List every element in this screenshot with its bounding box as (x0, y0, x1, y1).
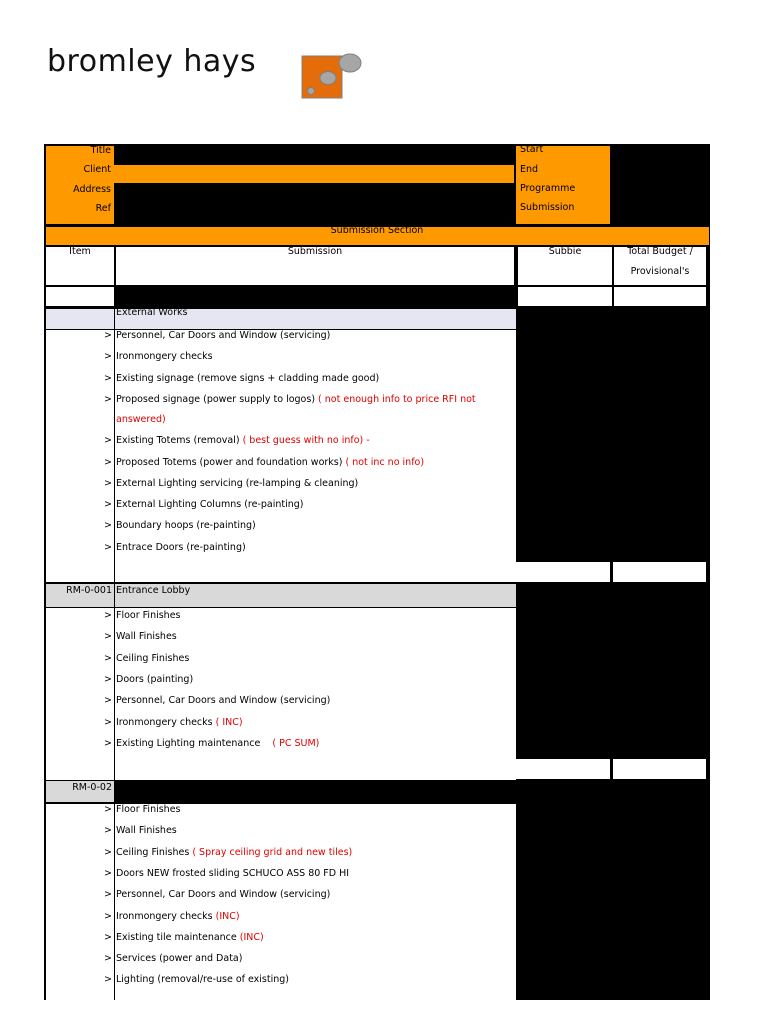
line-item (116, 847, 352, 859)
line-item-note: ( not enough info to price RFI not (315, 393, 476, 405)
line-item-text: Ceiling Finishes (116, 652, 190, 664)
line-item (116, 610, 181, 622)
line-item-text: Existing signage (remove signs + cladding made good) (116, 372, 380, 384)
label-end: End (520, 164, 539, 175)
line-item-text: Boundary hoops (re-painting) (116, 520, 256, 532)
row-bullet: > (104, 351, 112, 363)
line-item-text: Entrace Doors (re-painting) (116, 541, 246, 553)
col-item-header: Item (69, 246, 91, 257)
line-item (116, 542, 246, 554)
line-item-note: ( not inc no info) (342, 456, 425, 468)
line-item-text: Services (power and Data) (116, 953, 243, 965)
line-item (116, 674, 193, 686)
line-item (116, 953, 242, 965)
client-field (114, 165, 514, 183)
row-bullet: > (104, 931, 112, 943)
row-bullet: > (104, 889, 112, 901)
line-item (116, 911, 240, 923)
line-item-text: Floor Finishes (116, 610, 181, 621)
group1-right-block (516, 308, 710, 584)
row-bullet: > (104, 846, 112, 858)
line-item (116, 330, 330, 342)
left-edge-rule (44, 144, 46, 1000)
row-bullet: > (104, 910, 112, 922)
line-item (116, 889, 330, 901)
line-item-note: (INC) (236, 931, 264, 943)
row-bullet: > (104, 652, 112, 664)
col-submission-header: Submission (287, 246, 343, 257)
group1-budget-total (613, 562, 706, 582)
row-bullet: > (104, 499, 112, 511)
group2-title: Entrance Lobby (116, 585, 191, 596)
line-item-text: Existing Lighting maintenance (116, 737, 261, 749)
line-item-text: Personnel, Car Doors and Window (servicing) (116, 889, 331, 901)
row-bullet: > (104, 716, 112, 728)
row-bullet: > (104, 804, 112, 815)
line-item-text: Lighting (removal/re-use of existing) (116, 974, 290, 986)
header-block (44, 144, 710, 226)
line-item-text: Ironmongery checks (116, 910, 213, 922)
line-item-text: Proposed signage (power supply to logos) (116, 393, 316, 405)
label-title: Title (90, 145, 111, 156)
line-item (116, 868, 349, 880)
row-bullet: > (104, 610, 112, 621)
line-item (116, 738, 319, 750)
line-item (116, 631, 177, 643)
group3-right-block (516, 804, 710, 1000)
group1-title: External Works (116, 307, 188, 318)
line-item-text: Ceiling Finishes (116, 846, 190, 858)
line-item (116, 457, 424, 469)
row-bullet: > (104, 953, 112, 965)
row-bullet: > (104, 974, 112, 986)
label-start: Start (520, 144, 544, 155)
line-item (116, 520, 256, 532)
section-title: Submission Section (330, 225, 424, 236)
line-item-note: (INC) (212, 910, 240, 922)
group2-subbie-total (516, 759, 610, 779)
group2-budget-total (613, 759, 706, 779)
col-budget-header: Total Budget / (627, 246, 693, 257)
group2-item: RM-0-001 (66, 585, 112, 596)
row-bullet: > (104, 456, 112, 468)
line-item (116, 695, 330, 707)
row-bullet: > (104, 673, 112, 685)
line-item (116, 974, 289, 986)
row-bullet: > (104, 867, 112, 879)
line-item-note: ( INC) (212, 716, 243, 728)
group1-divider (114, 308, 115, 584)
spacer-budget-cell (614, 287, 706, 306)
line-item-text: Existing tile maintenance (116, 931, 237, 943)
line-item (116, 394, 476, 406)
group3-header-row (44, 780, 710, 804)
brand-logo-text: bromley hays (47, 44, 257, 79)
group2-right-block (516, 584, 710, 780)
line-item (116, 932, 264, 944)
line-item (116, 435, 370, 447)
brand-logo-icon (300, 52, 364, 100)
line-item-note: ( best guess with no info) - (239, 435, 370, 447)
line-item-text: Personnel, Car Doors and Window (servicing) (116, 330, 331, 341)
group3-divider (114, 804, 115, 1000)
spacer-subbie-cell (518, 287, 612, 306)
line-item-text: Wall Finishes (116, 631, 177, 643)
group1-subbie-total (516, 562, 610, 582)
group3-item: RM-0-02 (72, 782, 112, 793)
row-bullet: > (104, 631, 112, 643)
line-item-text: Doors NEW frosted sliding SCHUCO ASS 80 FD HI (116, 867, 350, 879)
line-item (116, 478, 358, 490)
line-item-text: Personnel, Car Doors and Window (servicing) (116, 695, 331, 707)
col-subbie-header: Subbie (548, 246, 582, 257)
row-bullet: > (104, 477, 112, 489)
row-bullet: > (104, 435, 112, 447)
line-item (116, 717, 243, 729)
row-bullet: > (104, 393, 112, 405)
label-submission: Submission (520, 202, 575, 213)
line-item-note-continued: answered) (116, 413, 166, 425)
label-ref: Ref (95, 203, 111, 214)
row-bullet: > (104, 695, 112, 707)
line-item-text: Ironmongery checks (116, 351, 213, 363)
line-item-text: External Lighting servicing (re-lamping & cleaning) (116, 477, 359, 489)
line-item (116, 499, 304, 511)
line-item-text: Doors (painting) (116, 673, 194, 685)
group2-divider (114, 584, 115, 780)
line-item-note: ( Spray ceiling grid and new tiles) (189, 846, 353, 858)
spacer-item-cell (46, 287, 114, 306)
line-item-text: Proposed Totems (power and foundation works) (116, 456, 343, 468)
line-item-text: External Lighting Columns (re-painting) (116, 499, 304, 511)
label-programme: Programme (520, 183, 576, 194)
row-bullet: > (104, 541, 112, 553)
line-item-text: Floor Finishes (116, 804, 181, 815)
line-item (116, 804, 181, 816)
submission-sheet (44, 144, 710, 1000)
line-item-text: Ironmongery checks (116, 716, 213, 728)
row-bullet: > (104, 372, 112, 384)
label-client: Client (83, 164, 111, 175)
line-item-text: Existing Totems (removal) (116, 435, 240, 447)
row-bullet: > (104, 737, 112, 749)
row-bullet: > (104, 520, 112, 532)
col-budget-header-2: Provisional's (630, 266, 690, 277)
label-address: Address (73, 184, 111, 195)
row-bullet: > (104, 330, 112, 341)
line-item (116, 351, 213, 363)
line-item (116, 373, 379, 385)
row-bullet: > (104, 825, 112, 837)
line-item (116, 825, 177, 837)
line-item-text: Wall Finishes (116, 825, 177, 837)
line-item-note: ( PC SUM) (260, 737, 320, 749)
line-item (116, 653, 189, 665)
